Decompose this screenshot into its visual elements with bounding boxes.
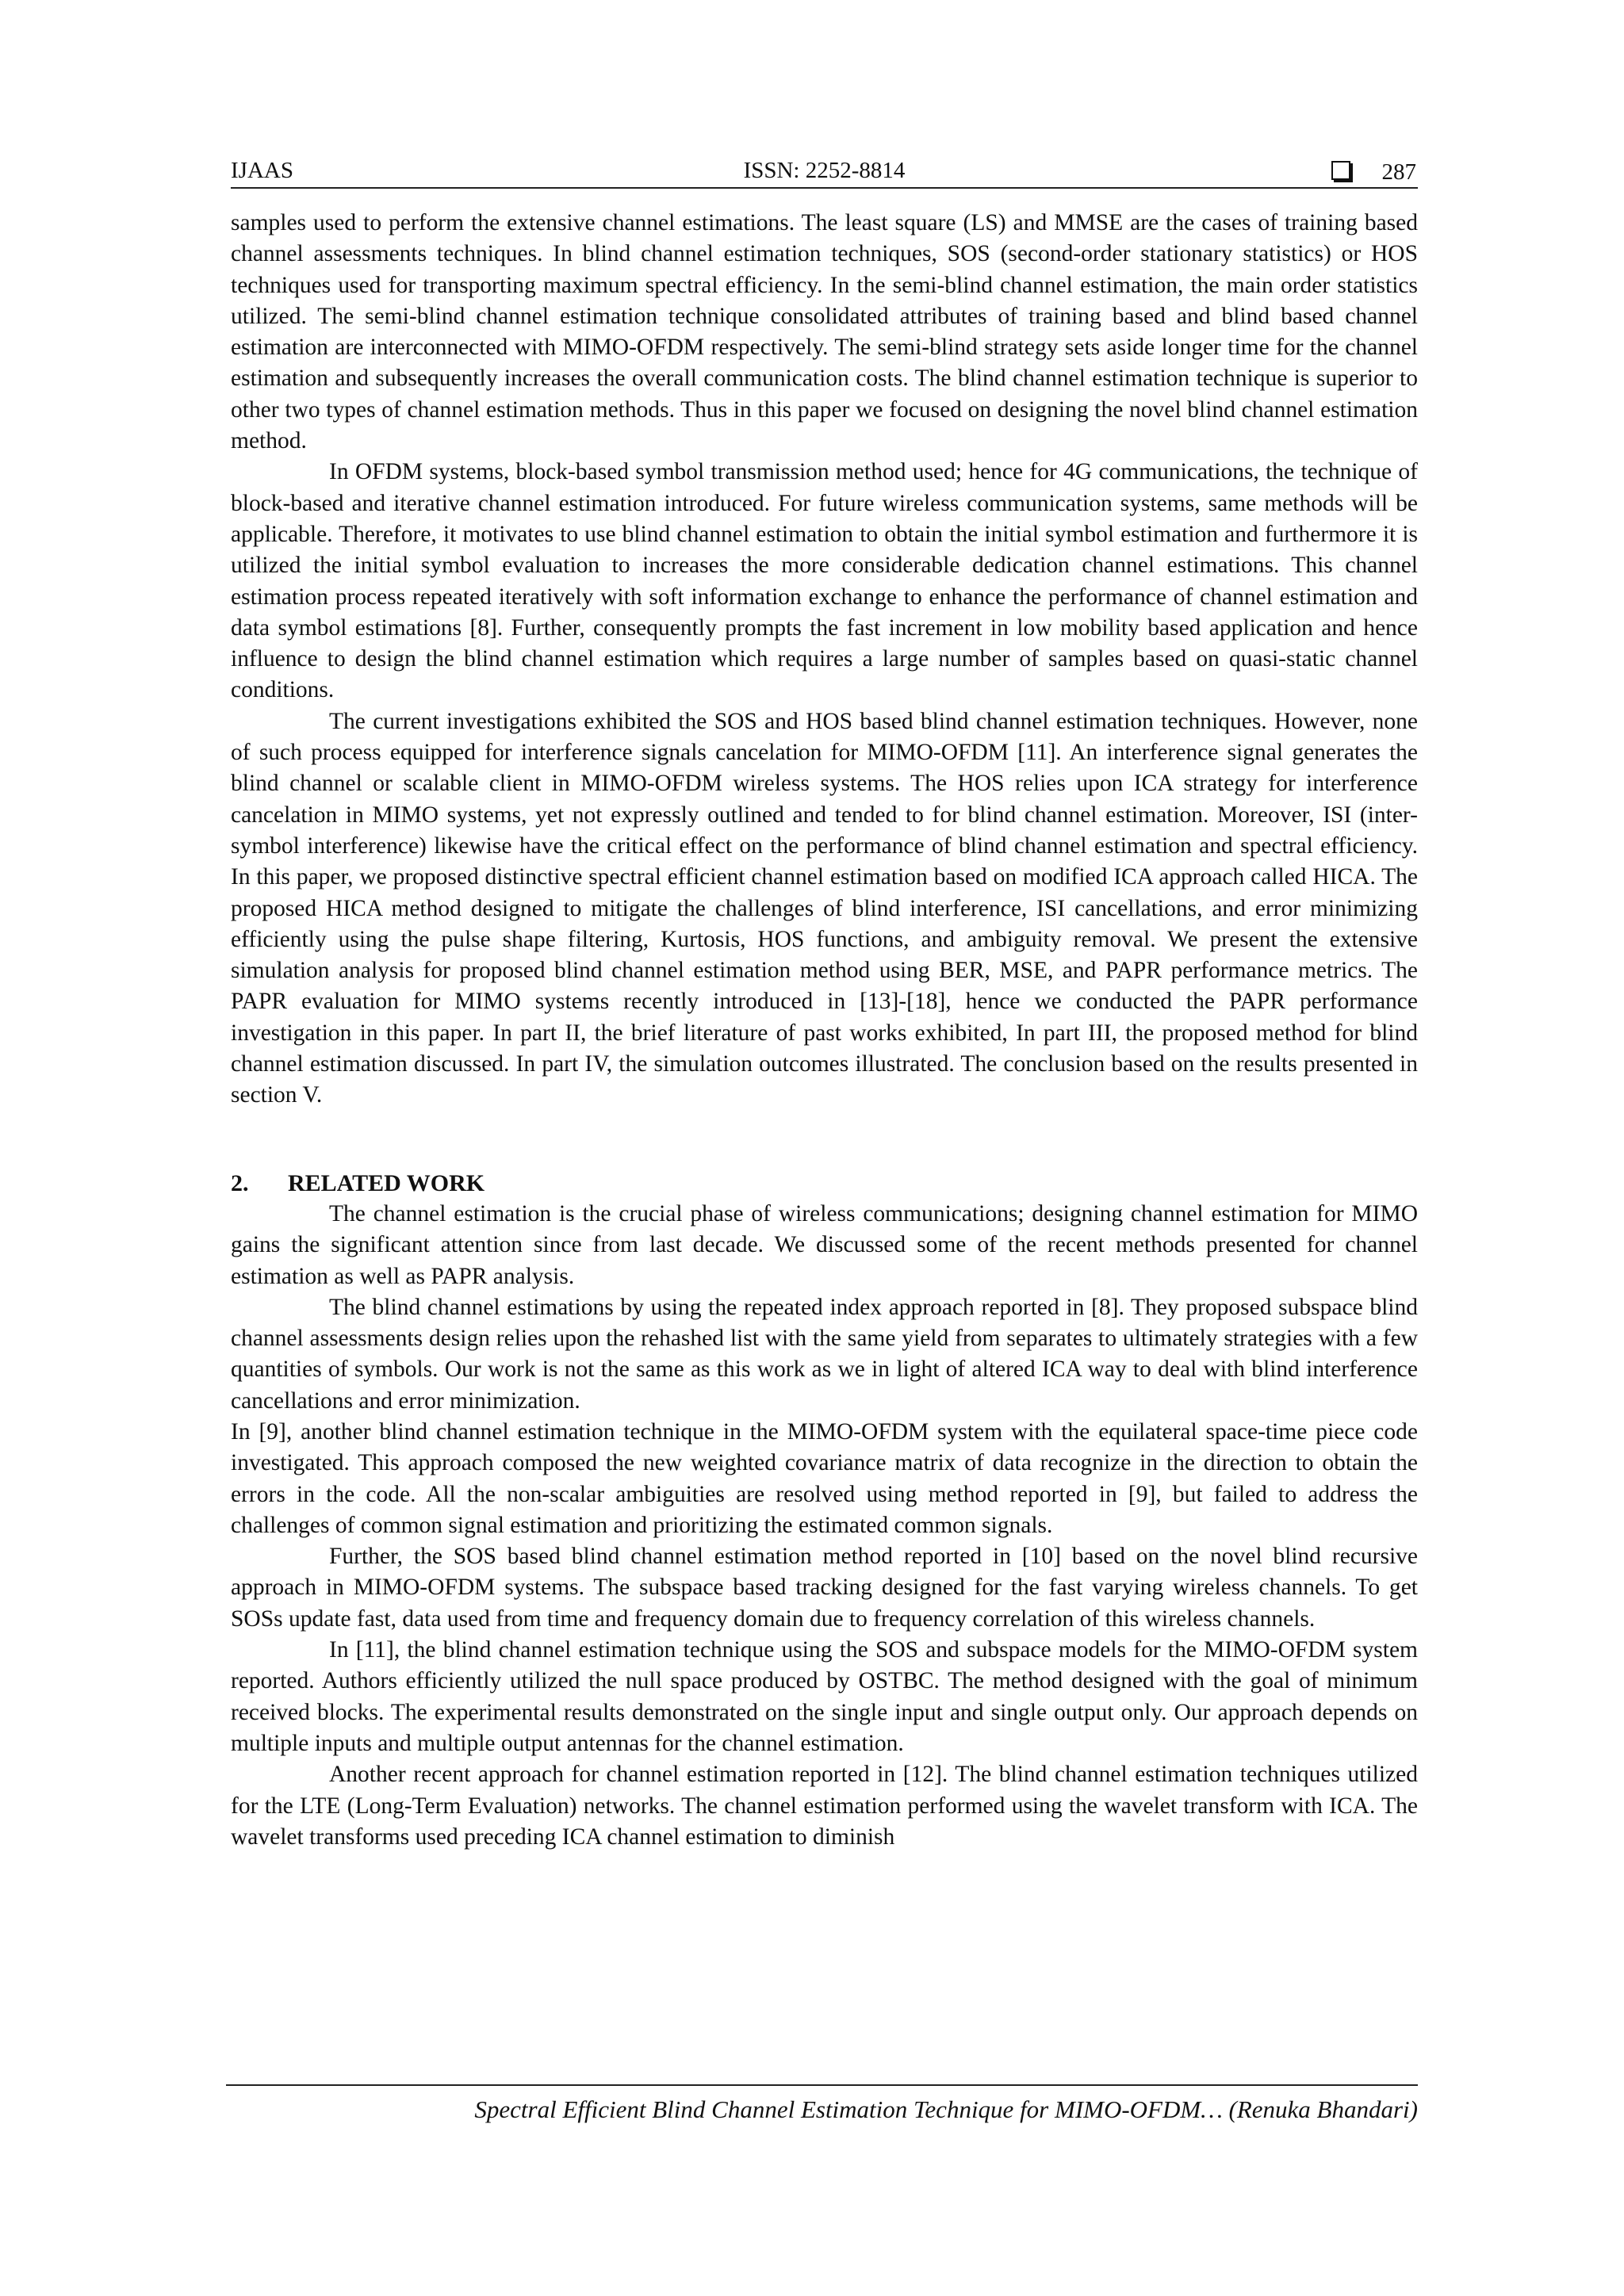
related-work-paragraph-1: The channel estimation is the crucial phase of wireless communications; designing channel estimation for MIMO gains the significant attention since from last decade. We discussed some of the recent methods presented for channel estimation as well as PAPR analysis.: [231, 1200, 1418, 1289]
running-footer: Spectral Efficient Blind Channel Estimation Technique for MIMO-OFDM… (Renuka Bhandari): [474, 2095, 1418, 2123]
related-work-paragraph-5: In [11], the blind channel estimation technique using the SOS and subspace models for the MIMO-OFDM system reported. Authors efficiently utilized the null space produced by OSTBC. The method designed with the goal of minimum received blocks. The experimental results demonstrated on the single input and single output only. Our approach depends on multiple inputs and multiple output antennas for the channel estimation.: [231, 1637, 1418, 1756]
footer-divider: [226, 2084, 1418, 2086]
section-number: 2.: [231, 1169, 249, 1196]
related-work-paragraph-4: Further, the SOS based blind channel estimation method reported in [10] based on the novel blind recursive approach in MIMO-OFDM systems. The subspace based tracking designed for the fast varying wireless channels. To get SOSs update fast, data used from time and frequency domain due to frequency correlation of this wireless channels.: [231, 1544, 1418, 1632]
body-paragraph-2: In OFDM systems, block-based symbol transmission method used; hence for 4G communications, the technique of block-based and iterative channel estimation introduced. For future wireless communication systems, same methods will be applicable. Therefore, it motivates to use blind channel estimation to obtain the initial symbol estimation and furthermore it is utilized the initial symbol evaluation to increases the more considerable dedication channel estimations. This channel estimation process repeated iteratively with soft information exchange to enhance the performance of channel estimation and data symbol estimations [8]. Further, consequently prompts the fast increment in low mobility based application and hence influence to design the blind channel estimation which requires a large number of samples based on quasi-static channel conditions.: [231, 459, 1418, 703]
journal-name: IJAAS: [231, 158, 293, 183]
body-paragraph-3: The current investigations exhibited the SOS and HOS based blind channel estimation techniques. However, none of such process equipped for interference signals cancelation for MIMO-OFDM [11]. An interference signal generates the blind channel or scalable client in MIMO-OFDM wireless systems. The HOS relies upon ICA strategy for interference cancelation in MIMO systems, yet not expressly outlined and tended to for blind channel estimation. Moreover, ISI (inter-symbol interference) likewise have the critical effect on the performance of blind channel estimation and spectral efficiency. In this paper, we proposed distinctive spectral efficient channel estimation based on modified ICA approach called HICA. The proposed HICA method designed to mitigate the challenges of blind interference, ISI cancellations, and error minimizing efficiently using the pulse shape filtering, Kurtosis, HOS functions, and ambiguity removal. We present the extensive simulation analysis for proposed blind channel estimation method using BER, MSE, and PAPR performance metrics. The PAPR evaluation for MIMO systems recently introduced in [13]-[18], hence we conducted the PAPR performance investigation in this paper. In part II, the brief literature of past works exhibited, In part III, the proposed method for blind channel estimation discussed. In part IV, the simulation outcomes illustrated. The conclusion based on the results presented in section V.: [231, 708, 1418, 1108]
page-header: [231, 154, 1418, 189]
page-number-group: [1331, 154, 1417, 189]
section-title: RELATED WORK: [288, 1169, 485, 1196]
issn-number: ISSN: 2252-8814: [743, 158, 906, 183]
related-work-paragraph-3: In [9], another blind channel estimation technique in the MIMO-OFDM system with the equilateral space-time piece code investigated. This approach composed the new weighted covariance matrix of data recognize in the direction to obtain the errors in the code. All the non-scalar ambiguities are resolved using method reported in [9], but failed to address the challenges of common signal estimation and prioritizing the estimated common signals.: [231, 1418, 1418, 1538]
page-number: 287: [1381, 159, 1416, 186]
related-work-paragraph-2: The blind channel estimations by using the repeated index approach reported in [8]. They proposed subspace blind channel assessments design relies upon the rehashed list with the same yield from separates to ultimately strategies with a few quantities of symbols. Our work is not the same as this work as we in light of altered ICA way to deal with blind interference cancellations and error minimization.: [231, 1294, 1418, 1414]
body-paragraph-1: samples used to perform the extensive channel estimations. The least square (LS) and MMSE are the cases of training based channel assessments techniques. In blind channel estimation techniques, SOS (second-order stationary statistics) or HOS techniques used for transporting maximum spectral efficiency. In the semi-blind channel estimation, the main order statistics utilized. The semi-blind channel estimation technique consolidated attributes of training based and blind based channel estimation are interconnected with MIMO-OFDM respectively. The semi-blind strategy sets aside longer time for the channel estimation and subsequently increases the overall communication costs. The blind channel estimation technique is superior to other two types of channel estimation methods. Thus in this paper we focused on designing the novel blind channel estimation method.: [231, 210, 1418, 454]
square-box-icon: [1331, 161, 1350, 180]
related-work-paragraph-6: Another recent approach for channel estimation reported in [12]. The blind channel estimation techniques utilized for the LTE (Long-Term Evaluation) networks. The channel estimation performed using the wavelet transform with ICA. The wavelet transforms used preceding ICA channel estimation to diminish: [231, 1762, 1418, 1850]
main-text: [231, 208, 1418, 1853]
section-heading-related-work: [231, 1168, 1418, 1199]
